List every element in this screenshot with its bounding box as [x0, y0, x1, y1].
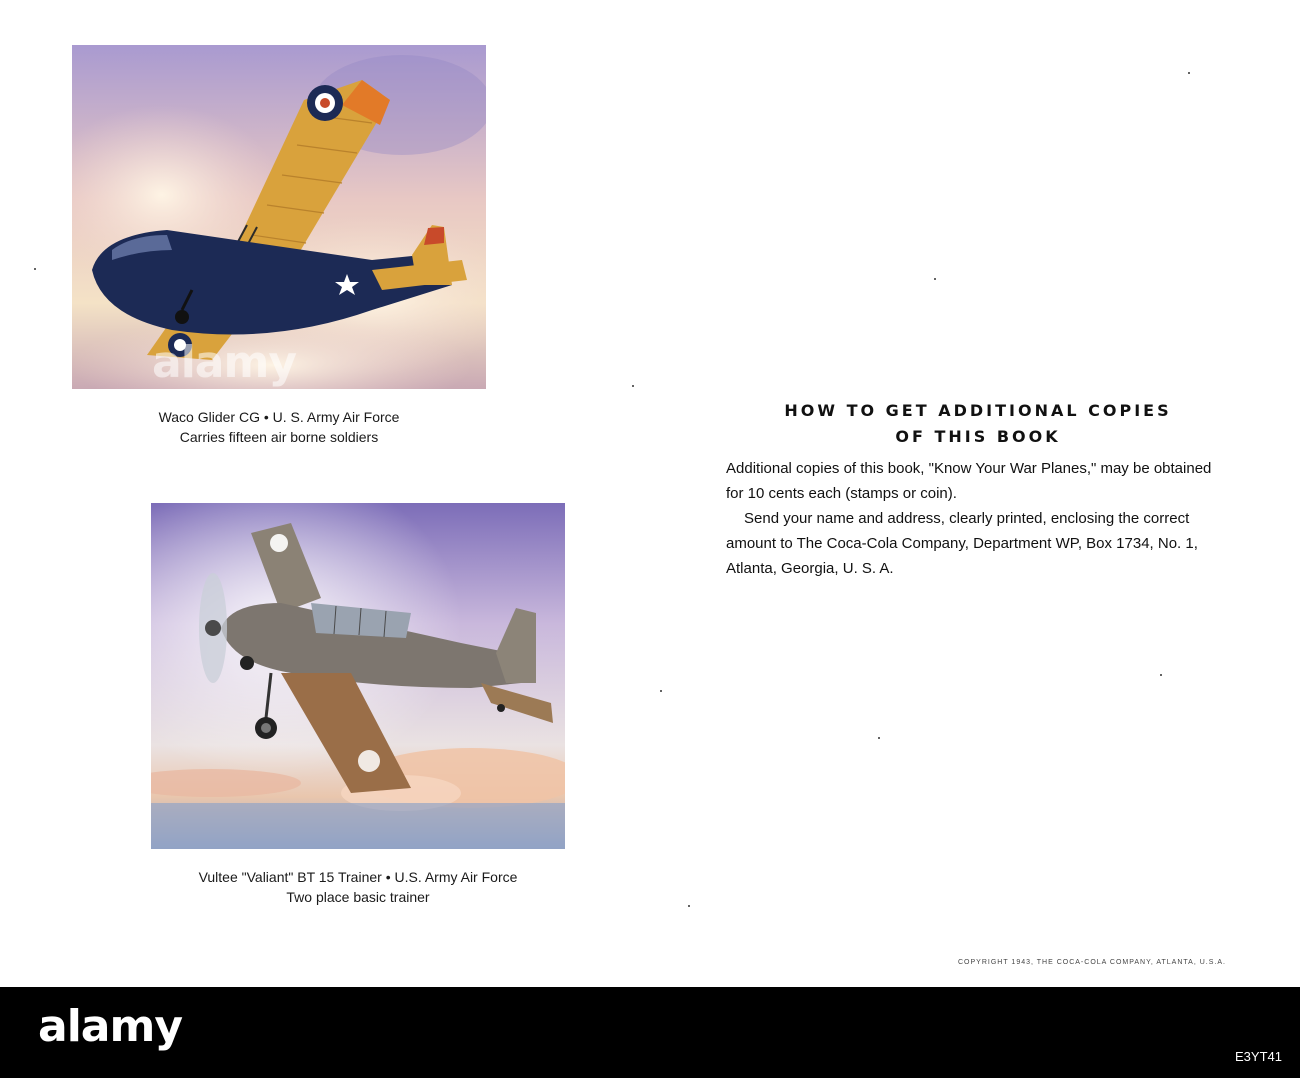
scan-speck	[660, 690, 662, 692]
scan-speck	[632, 385, 634, 387]
glider-caption-line2: Carries fifteen air borne soldiers	[179, 429, 379, 445]
vultee-valiant-illustration	[151, 503, 565, 849]
scan-speck	[34, 268, 36, 270]
article-paragraph-1: Additional copies of this book, "Know Your War Planes," may be obtained for 10 cents each (stamps or coin).	[726, 460, 1212, 502]
scan-speck	[878, 737, 880, 739]
scan-speck	[1188, 72, 1190, 74]
stock-photo-footer	[0, 987, 1300, 1078]
footer-image-id: E3YT41	[1235, 1049, 1282, 1064]
article-heading	[726, 398, 1230, 450]
article-heading-line1: HOW TO GET ADDITIONAL COPIES	[784, 401, 1172, 420]
trainer-caption-line1: Vultee "Valiant" BT 15 Trainer • U.S. Army Air Force	[198, 869, 518, 885]
scan-speck	[934, 278, 936, 280]
trainer-caption-line2: Two place basic trainer	[286, 889, 430, 905]
copyright-notice: COPYRIGHT 1943, THE COCA-COLA COMPANY, ATLANTA, U.S.A.	[958, 959, 1226, 966]
order-info-article	[726, 398, 1230, 581]
article-heading-line2: OF THIS BOOK	[895, 427, 1061, 446]
waco-glider-illustration	[72, 45, 486, 389]
trainer-caption	[151, 867, 565, 907]
watermark-text: alamy	[152, 337, 296, 388]
footer-logo: alamy	[38, 1001, 182, 1052]
scan-speck	[688, 905, 690, 907]
article-paragraph-2: Send your name and address, clearly printed, enclosing the correct amount to The Coca-Cola Company, Department WP, Box 1734, No. 1, Atlanta, Georgia, U. S. A.	[726, 510, 1198, 577]
scan-speck	[1160, 674, 1162, 676]
trainer-painting	[151, 503, 565, 849]
glider-caption-line1: Waco Glider CG • U. S. Army Air Force	[158, 409, 400, 425]
glider-caption	[72, 407, 486, 447]
